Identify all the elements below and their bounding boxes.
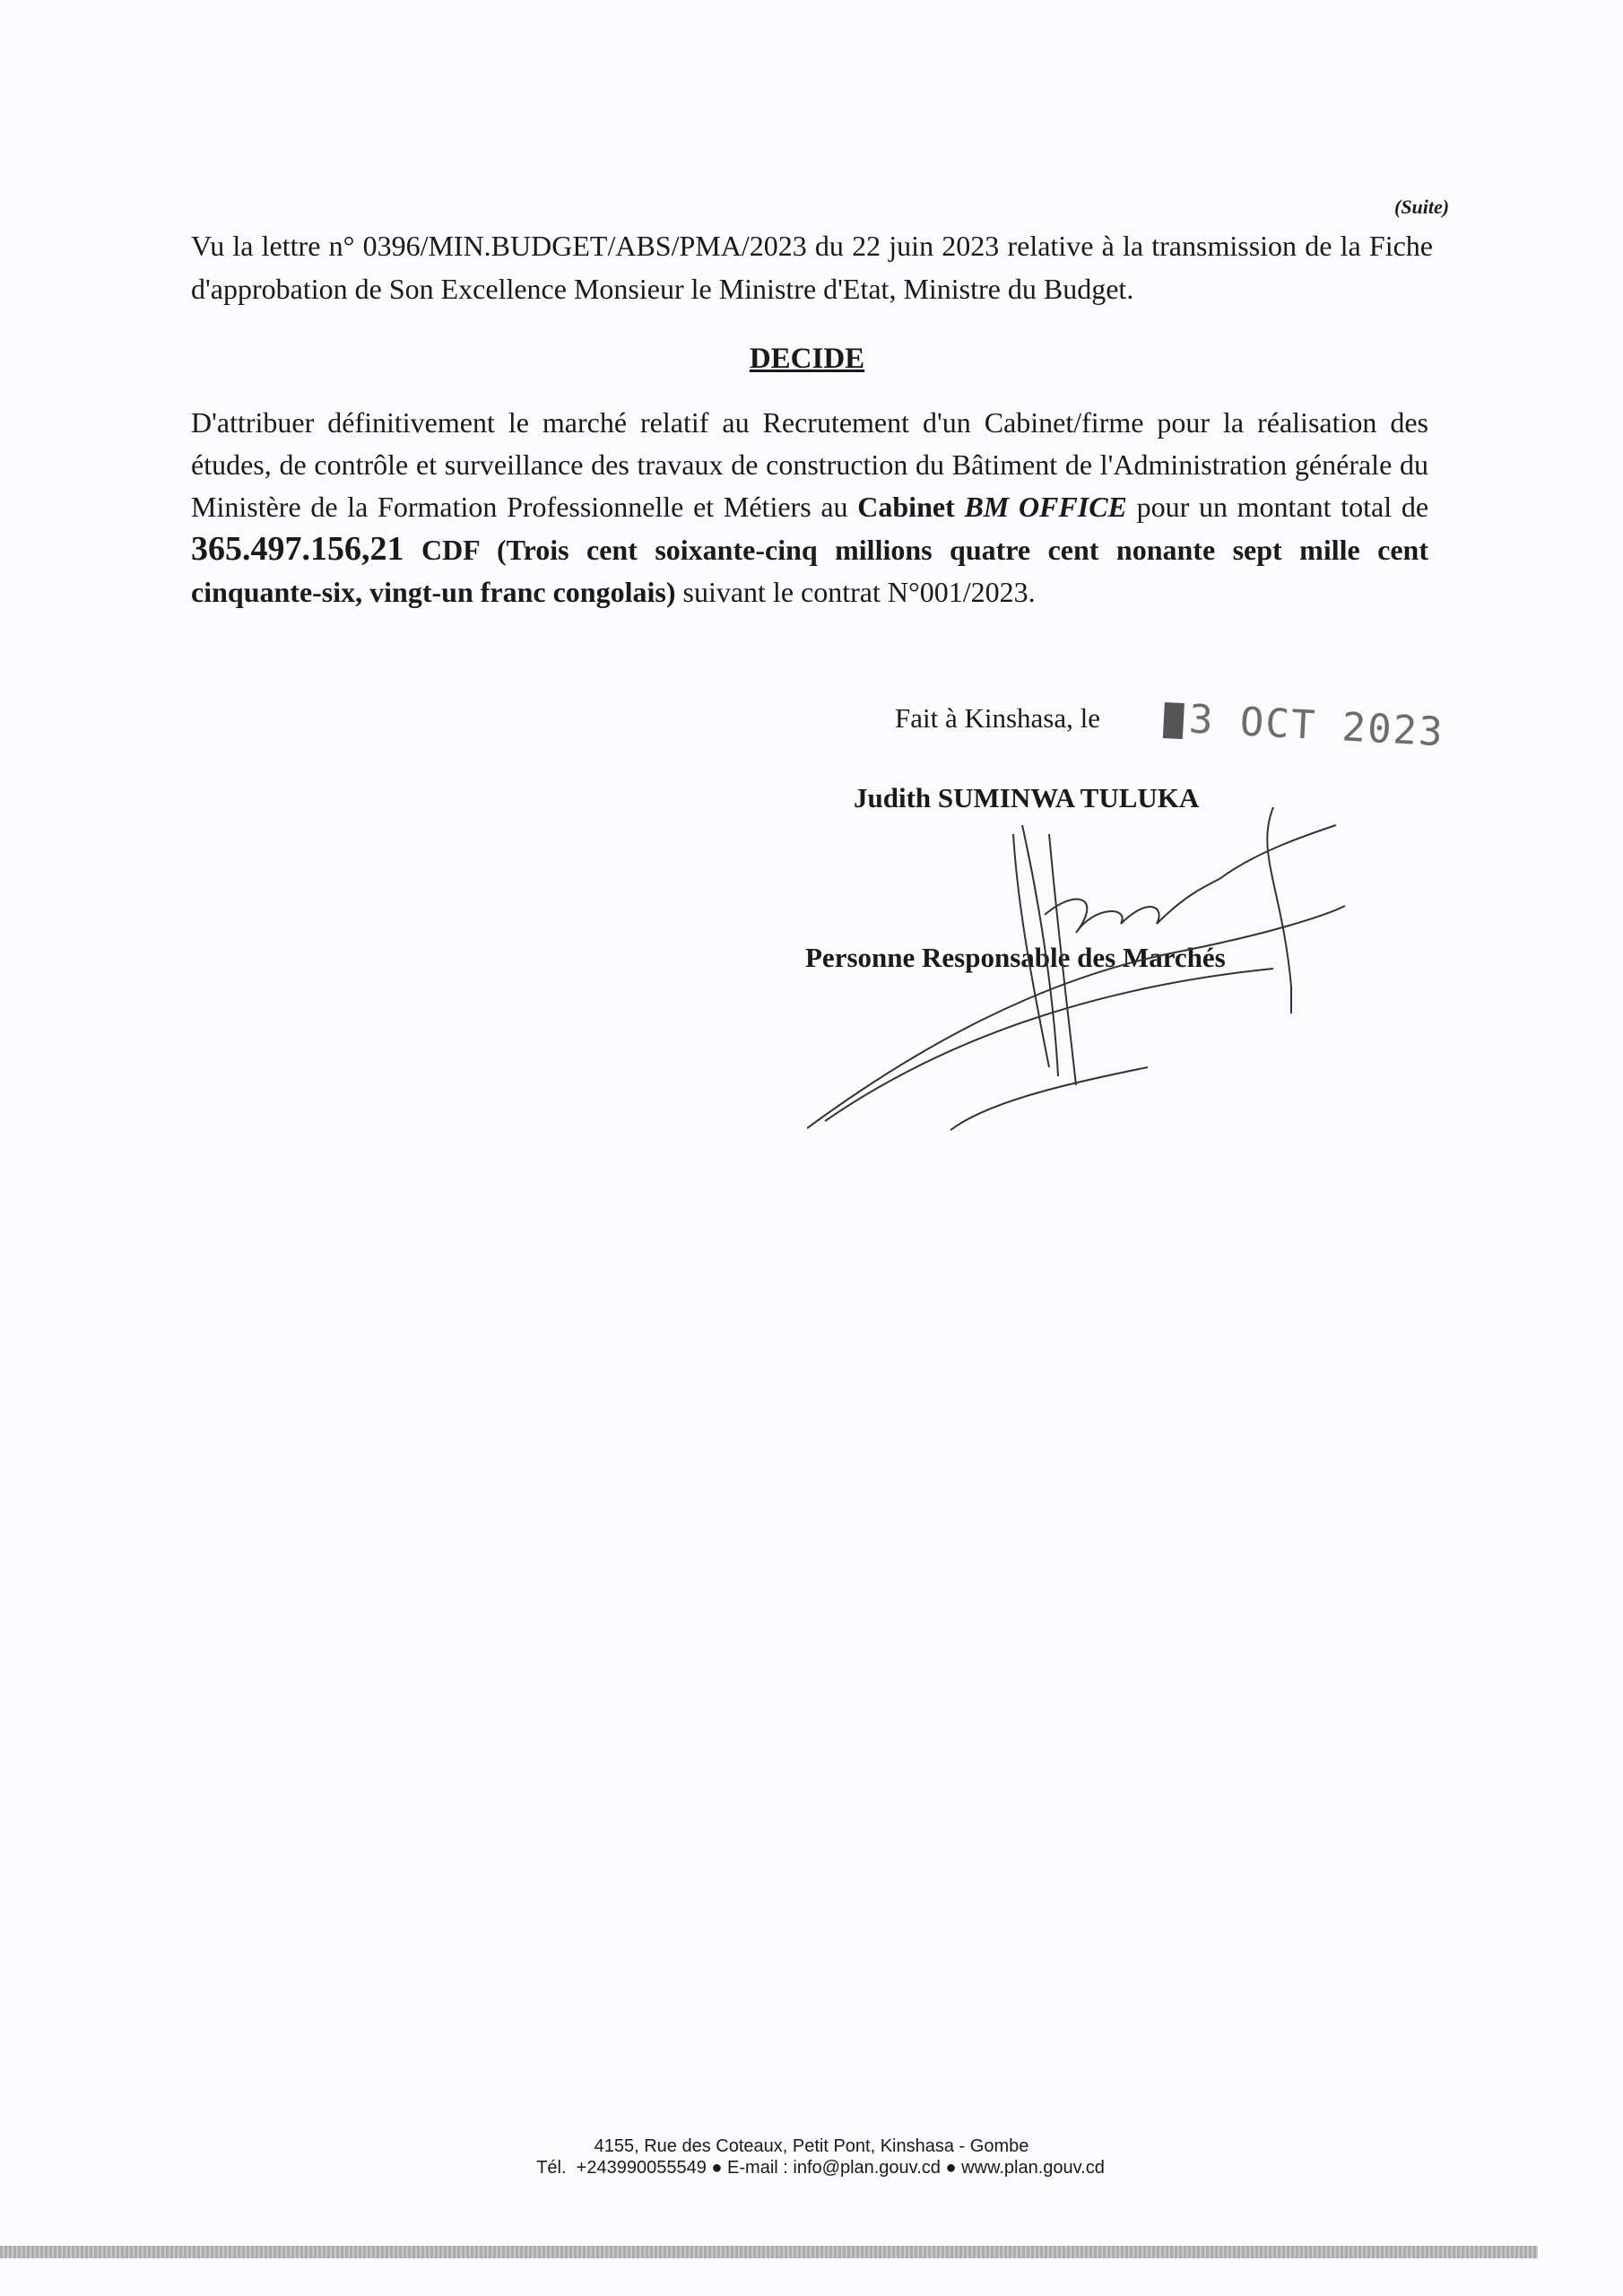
intro-paragraph: Vu la lettre n° 0396/MIN.BUDGET/ABS/PMA/2023 du 22 juin 2023 relative à la transmission de la Fiche d'approbation de Son Excellence Monsieur le Ministre d'Etat, Ministre du Budget. [191, 230, 1433, 305]
stamp-ink-block [1163, 702, 1185, 739]
footer-address: 4155, Rue des Coteaux, Petit Pont, Kinshasa - Gombe [594, 2136, 1029, 2156]
date-stamp-text: 3 OCT 2023 [1187, 696, 1445, 756]
decision-text-2: pour un montant total de [1126, 491, 1429, 523]
tel-label: Tél. [536, 2158, 567, 2178]
date-stamp [1163, 695, 1445, 755]
bullet-icon: ● [945, 2158, 957, 2178]
signatory-role: Personne Responsable des Marchés [805, 942, 1226, 973]
amount-value: 365.497.156,21 [191, 530, 404, 568]
amount-words: CDF (Trois cent soixante-cinq millions quatre cent nonante sept mille cent cinquante-six, vingt-un franc congolais) [191, 534, 1429, 608]
handwritten-signature [807, 798, 1363, 1157]
signatory-name: Judith SUMINWA TULUKA [854, 782, 1200, 813]
decision-text: D'attribuer définitivement le marché relatif au Recrutement d'un Cabinet/firme pour la réalisation des études, de contrôle et surveillance des travaux de construction du Bâtiment de l'Administration générale du Ministère de la Formation Professionnelle et Métiers au [191, 406, 1428, 523]
footer-contact [0, 2158, 1623, 2179]
suite-label: (Suite) [1394, 196, 1450, 218]
place-date-label: Fait à Kinshasa, le [895, 702, 1101, 734]
cabinet-label: Cabinet [857, 491, 955, 523]
email-label: E-mail : [727, 2158, 788, 2178]
decide-heading: DECIDE [749, 343, 865, 375]
decision-text-3: suivant le contrat N°001/2023. [675, 576, 1036, 608]
decision-paragraph [191, 402, 1428, 613]
footer-divider-bar [0, 2246, 1538, 2258]
cabinet-name: BM OFFICE [964, 491, 1127, 523]
footer-phone: +243990055549 [576, 2158, 707, 2178]
footer-website[interactable]: www.plan.gouv.cd [961, 2158, 1105, 2178]
footer-email[interactable]: info@plan.gouv.cd [793, 2158, 941, 2178]
bullet-icon: ● [711, 2158, 723, 2178]
